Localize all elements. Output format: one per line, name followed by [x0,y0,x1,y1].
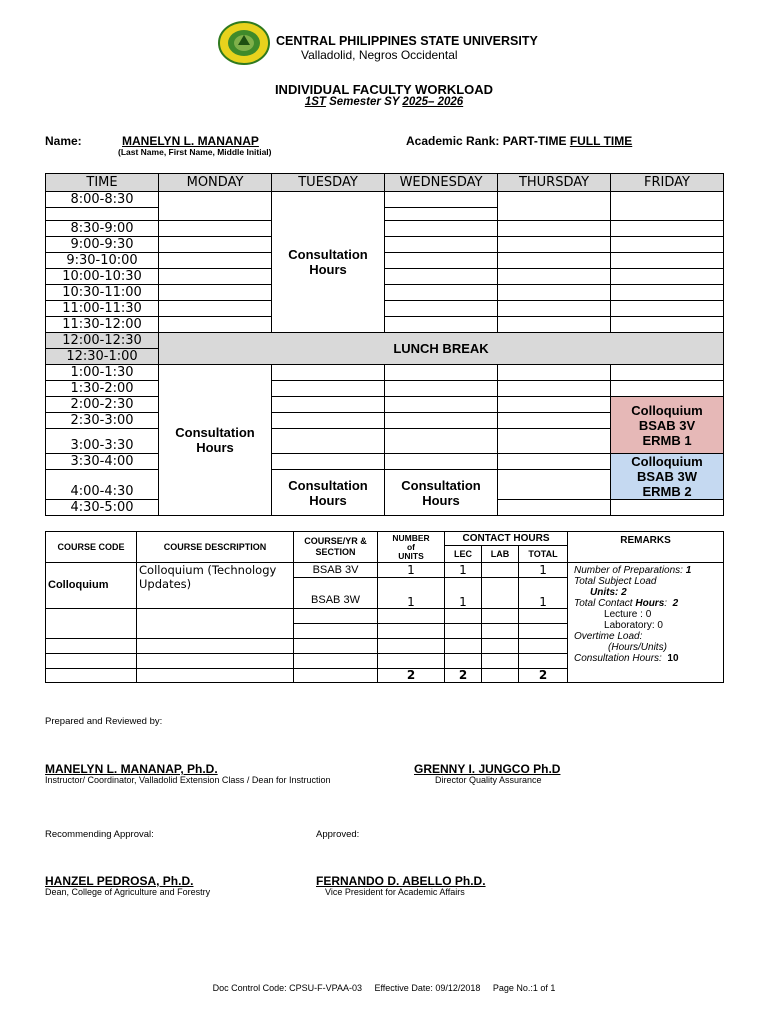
friday-cell [611,192,724,221]
university-location: Valladolid, Negros Occidental [301,48,458,62]
time-slot: 10:00-10:30 [46,269,159,285]
empty-cell [519,639,568,654]
empty-cell [482,654,519,669]
approved-label: Approved: [316,829,360,840]
time-row [46,301,724,317]
total-contact: 2 [519,669,568,683]
doc-control-footer: Doc Control Code: CPSU-F-VPAA-03 Effective Date: 09/12/2018 Page No.:1 of 1 [212,983,556,993]
time-slot: 9:30-10:00 [46,253,159,269]
time-row [46,221,724,237]
consultation-label-2: Hours [196,440,234,455]
rank-label: Academic Rank: PART-TIME [406,134,570,148]
preparer-name: MANELYN L. MANANAP, Ph.D. [45,762,218,776]
time-slot: 12:00-12:30 [46,333,159,349]
header-friday: FRIDAY [611,174,724,192]
thursday-cell [498,397,611,413]
course-units: 1 [378,578,445,609]
empty-cell [378,624,445,639]
remark-overtime: Overtime Load: [574,631,643,642]
block1-line3: ERMB 1 [642,432,692,448]
empty-cell [482,669,519,683]
time-row [46,285,724,301]
remark-laboratory: Laboratory: 0 [604,620,663,631]
monday-cell [159,253,272,269]
thursday-cell [498,269,611,285]
consultation-label-2: Hours [309,492,347,508]
time-slot: 12:30-1:00 [46,349,159,365]
friday-cell [611,253,724,269]
consultation-label-1: Consultation [175,425,255,440]
course-lab [482,578,519,609]
friday-cell [611,221,724,237]
monday-cell [159,317,272,333]
wednesday-cell [385,381,498,397]
remark-consultation [574,653,717,664]
tuesday-consultation-block [272,470,385,516]
friday-cell [611,500,724,516]
time-slot: 2:30-3:00 [46,413,159,429]
tuesday-cell [272,397,385,413]
wednesday-cell [385,413,498,429]
contact-colon: : [664,598,668,609]
course-lec: 1 [445,563,482,578]
course-header-row [46,532,724,546]
course-section: BSAB 3V [294,563,378,578]
empty-cell [294,654,378,669]
name-format-hint: (Last Name, First Name, Middle Initial) [118,147,272,157]
friday-cell [611,269,724,285]
academic-rank [406,134,632,148]
empty-cell [482,624,519,639]
empty-cell [294,669,378,683]
course-row [46,563,724,578]
time-row [46,237,724,253]
empty-cell [46,654,137,669]
consultation-label-2: Hours [309,262,347,277]
remark-subject-load: Total Subject Load [574,576,657,587]
course-description: Colloquium (Technology Updates) [137,563,294,609]
header-time: TIME [46,174,159,192]
header-thursday: THURSDAY [498,174,611,192]
consultation-label-1: Consultation [401,477,481,493]
dean-title: Dean, College of Agriculture and Forestry [45,887,211,897]
consultation-label-1: Consultation [288,477,368,493]
header-course-description: COURSE DESCRIPTION [137,532,294,563]
tuesday-cell [272,413,385,429]
consultation-value: 10 [667,653,679,664]
friday-cell [611,317,724,333]
header-total: TOTAL [519,546,568,563]
qa-director-name: GRENNY I. JUNGCO Ph.D [414,762,561,776]
document-title: INDIVIDUAL FACULTY WORKLOAD [274,82,494,97]
empty-cell [137,609,294,639]
tuesday-cell [272,429,385,454]
semester-line [0,96,768,108]
empty-cell [137,639,294,654]
vp-name: FERNANDO D. ABELLO Ph.D. [316,874,486,888]
empty-cell [445,609,482,624]
time-slot-blank [46,208,159,221]
empty-cell [137,669,294,683]
wednesday-cell [385,365,498,381]
header-units-line1: NUMBER [392,532,430,543]
time-slot: 8:30-9:00 [46,221,159,237]
empty-cell [482,609,519,624]
empty-cell [519,609,568,624]
empty-cell [294,639,378,654]
thursday-cell [498,413,611,429]
friday-colloquium-block-1 [611,397,724,454]
header-wednesday: WEDNESDAY [385,174,498,192]
header-units-line3: UNITS [398,550,424,561]
empty-cell [46,639,137,654]
friday-cell [611,365,724,381]
time-row [46,317,724,333]
time-slot: 9:00-9:30 [46,237,159,253]
remark-overtime-units: (Hours/Units) [608,642,667,653]
thursday-cell [498,192,611,221]
recommending-label: Recommending Approval: [45,829,154,840]
header-units [378,532,445,563]
course-code: Colloquium [46,563,137,609]
monday-cell [159,237,272,253]
time-row [46,253,724,269]
course-lab [482,563,519,578]
monday-cell [159,285,272,301]
remark-lecture: Lecture : 0 [604,609,652,620]
course-lec: 1 [445,578,482,609]
faculty-name: MANELYN L. MANANAP [122,134,259,148]
remark-preparations [574,565,717,576]
empty-cell [445,639,482,654]
time-slot: 1:30-2:00 [46,381,159,397]
total-units: 2 [378,669,445,683]
friday-cell [611,237,724,253]
tuesday-cell [272,381,385,397]
course-total: 1 [519,563,568,578]
course-units: 1 [378,563,445,578]
course-section: BSAB 3W [294,578,378,609]
schedule-grid [45,173,724,516]
remark-units [574,587,717,598]
thursday-cell [498,365,611,381]
monday-cell [159,192,272,221]
header-units-line2: of [406,541,416,552]
semester-number: 1ST [304,96,326,108]
empty-cell [378,654,445,669]
thursday-cell [498,317,611,333]
monday-cell [159,269,272,285]
tuesday-cell [272,454,385,470]
header-lec: LEC [445,546,482,563]
thursday-cell [498,381,611,397]
empty-cell [482,639,519,654]
remarks-cell [568,563,724,683]
time-row [46,269,724,285]
time-slot: 11:00-11:30 [46,301,159,317]
block2-line2: BSAB 3W [637,469,697,484]
school-year: 2025– 2026 [402,96,464,108]
empty-cell [378,609,445,624]
time-slot: 8:00-8:30 [46,192,159,208]
contact-label: Total Contact [574,598,636,609]
empty-cell [445,624,482,639]
friday-cell [611,285,724,301]
wednesday-cell [385,269,498,285]
time-row [46,365,724,381]
time-slot: 3:00-3:30 [46,429,159,454]
units-label: Units: [590,587,619,598]
time-slot: 11:30-12:00 [46,317,159,333]
empty-cell [519,654,568,669]
time-row [46,454,724,470]
thursday-cell [498,470,611,500]
empty-cell [137,654,294,669]
wednesday-cell [385,192,498,208]
block1-line1: Colloquium [631,402,703,418]
university-name: CENTRAL PHILIPPINES STATE UNIVERSITY [276,34,538,48]
qa-director-title: Director Quality Assurance [435,775,542,785]
preparations-value: 1 [685,565,692,576]
wednesday-cell [385,301,498,317]
tuesday-cell [272,365,385,381]
monday-cell [159,221,272,237]
wednesday-cell [385,397,498,413]
thursday-cell [498,253,611,269]
contact-hours-word: Hours [635,598,665,609]
name-label: Name: [45,134,82,148]
wednesday-consultation-block [385,470,498,516]
time-slot: 1:00-1:30 [46,365,159,381]
wednesday-cell [385,208,498,221]
wednesday-cell [385,454,498,470]
header-tuesday: TUESDAY [272,174,385,192]
tuesday-consultation-block [272,192,385,333]
consultation-label: Consultation Hours: [574,653,662,664]
friday-colloquium-block-2 [611,454,724,500]
time-row [46,333,724,349]
wednesday-cell [385,429,498,454]
thursday-cell [498,237,611,253]
monday-cell [159,301,272,317]
prepared-label: Prepared and Reviewed by: [45,716,163,727]
thursday-cell [498,285,611,301]
wednesday-cell [385,317,498,333]
empty-cell [46,669,137,683]
monday-consultation-block [159,365,272,516]
header-contact-hours: CONTACT HOURS [445,532,568,546]
preparer-title: Instructor/ Coordinator, Valladolid Extension Class / Dean for Instruction [45,775,331,785]
university-seal-logo [218,21,270,65]
thursday-cell [498,500,611,516]
time-row [46,192,724,208]
contact-value: 2 [672,598,679,609]
friday-cell [611,301,724,317]
time-row [46,381,724,397]
time-slot: 4:00-4:30 [46,470,159,500]
schedule-header-row [46,174,724,192]
empty-cell [294,609,378,624]
preparations-label: Number of Preparations: [574,565,683,576]
units-value: 2 [621,587,627,598]
empty-cell [519,624,568,639]
time-slot: 4:30-5:00 [46,500,159,516]
time-slot: 10:30-11:00 [46,285,159,301]
empty-cell [378,639,445,654]
time-slot: 3:30-4:00 [46,454,159,470]
empty-cell [445,654,482,669]
rank-value: FULL TIME [569,134,633,148]
thursday-cell [498,429,611,454]
consultation-label-1: Consultation [288,247,368,262]
header-lab: LAB [482,546,519,563]
block1-line2: BSAB 3V [638,417,696,433]
block2-line1: Colloquium [631,454,703,469]
wednesday-cell [385,285,498,301]
semester-label: Semester SY [325,96,403,108]
header-course-code: COURSE CODE [46,532,137,563]
time-row [46,397,724,413]
empty-cell [46,609,137,639]
time-slot: 2:00-2:30 [46,397,159,413]
block2-line3: ERMB 2 [642,484,692,499]
course-total: 1 [519,578,568,609]
empty-cell [294,624,378,639]
wednesday-cell [385,253,498,269]
remark-contact [574,598,717,609]
wednesday-cell [385,237,498,253]
wednesday-cell [385,221,498,237]
consultation-label-2: Hours [422,492,460,508]
lunch-break: LUNCH BREAK [159,333,724,365]
header-remarks: REMARKS [568,532,724,563]
course-table [45,531,724,683]
thursday-cell [498,454,611,470]
thursday-cell [498,221,611,237]
friday-cell [611,381,724,397]
total-lec: 2 [445,669,482,683]
header-section: COURSE/YR & SECTION [294,532,378,563]
dean-name: HANZEL PEDROSA, Ph.D. [45,874,194,888]
header-monday: MONDAY [159,174,272,192]
vp-title: Vice President for Academic Affairs [325,887,465,897]
thursday-cell [498,301,611,317]
